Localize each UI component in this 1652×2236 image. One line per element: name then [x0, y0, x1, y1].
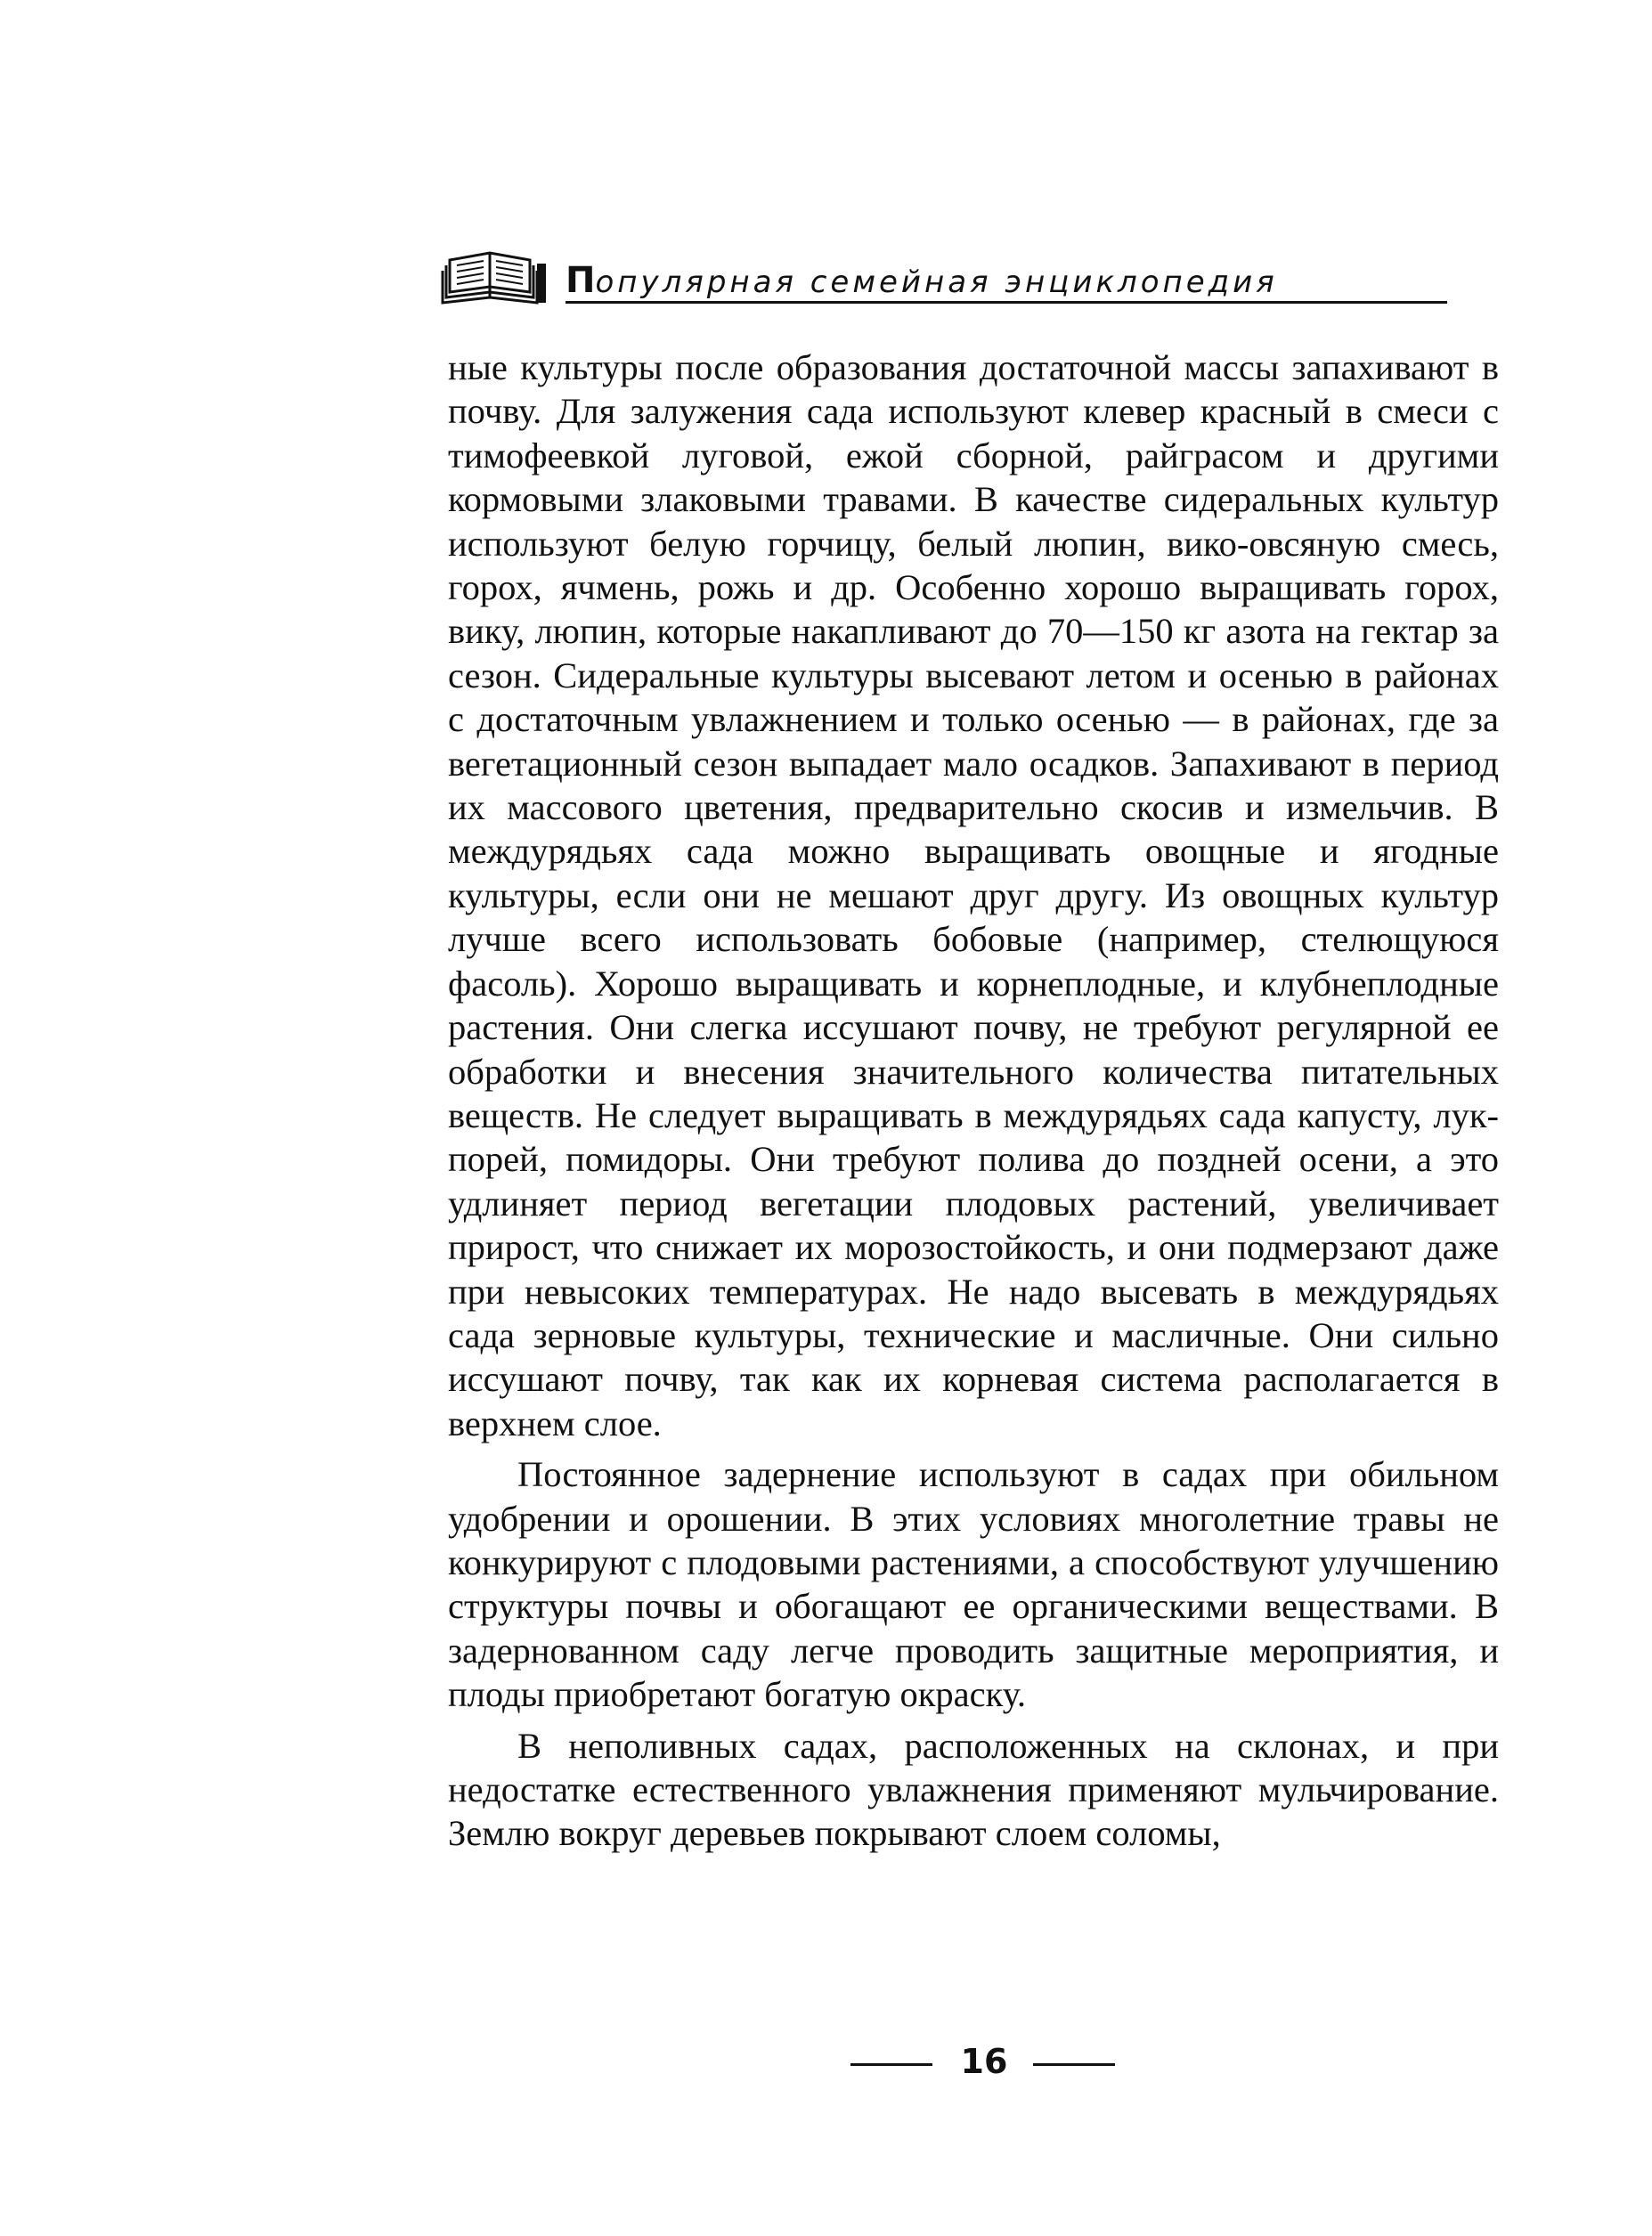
page-number: 16 — [960, 2042, 1008, 2081]
header-title — [566, 260, 1278, 301]
footer-rule-left — [850, 2063, 932, 2066]
paragraph-3: В неполивных садах, расположенных на склонах, и при недостатке естественного увлажнения применяют мульчирование. Землю вокруг деревьев покрывают слоем соломы, — [448, 1725, 1499, 1854]
book-stack-icon — [441, 248, 548, 305]
body-text — [448, 346, 1499, 1856]
header-rule — [566, 301, 1447, 304]
running-header — [441, 248, 1447, 310]
header-title-initial: П — [566, 260, 596, 301]
header-title-rest: опулярная семейная энциклопедия — [595, 264, 1278, 300]
paragraph-1: ные культуры после образования достаточной массы запахивают в почву. Для залужения сада используют клевер красный в смеси с тимофеевкой луговой, ежой сборной, райграсом и другими кормовыми злаковыми травами. В качестве сидеральных культур используют белую горчицу, белый люпин, вико-овсяную смесь, горох, ячмень, рожь и др. Особенно хорошо выращивать горох, вику, люпин, которые накапливают до 70—150 кг азота на гектар за сезон. Сидеральные культуры высевают летом и осенью в районах с достаточным увлажнением и только осенью — в районах, где за вегетационный сезон выпадает мало осадков. Запахивают в период их массового цветения, предварительно скосив и измельчив. В междурядьях сада можно выращивать овощные и ягодные культуры, если они не мешают друг другу. Из овощных культур лучше всего использовать бобовые (например, стелющуюся фасоль). Хорошо выращивать и корнеплодные, и клубнеплодные растения. Они слегка иссушают почву, не требуют регулярной ее обработки и внесения значительного количества питательных веществ. Не следует выращивать в междурядьях сада капусту, лук-порей, помидоры. Они требуют полива до поздней осени, а это удлиняет период вегетации плодовых растений, увеличивает прирост, что снижает их морозостойкость, и они подмерзают даже при невысоких температурах. Не надо высевать в междурядьях сада зерновые культуры, технические и масличные. Они сильно иссушают почву, так как их корневая система располагается в верхнем слое. — [448, 347, 1499, 1443]
page-footer — [0, 2035, 1652, 2088]
paragraph-2: Постоянное задернение используют в садах при обильном удобрении и орошении. В этих условиях многолетние травы не конкурируют с плодовыми растениями, а способствуют улучшению структуры почвы и обогащают ее органическими веществами. В задернованном саду легче проводить защитные мероприятия, и плоды приобретают богатую окраску. — [448, 1454, 1499, 1715]
footer-rule-right — [1033, 2063, 1115, 2066]
